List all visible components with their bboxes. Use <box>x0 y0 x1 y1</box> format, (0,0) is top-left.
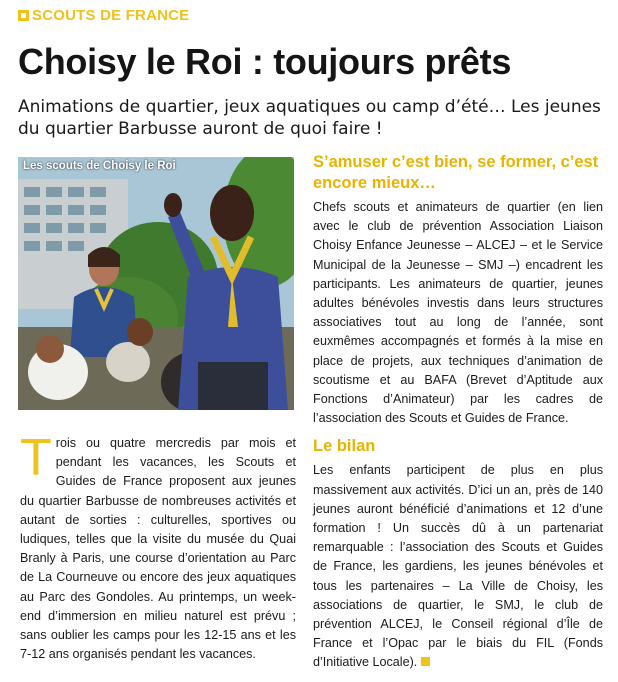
article-intro-column <box>20 429 296 664</box>
intro-paragraph <box>20 429 296 664</box>
photo-illustration <box>18 157 294 410</box>
dropcap: T <box>20 429 52 487</box>
article-lede: Animations de quartier, jeux aquatiques ou camp d’été… Les jeunes du quartier Barbusse auront de quoi faire ! <box>18 97 601 139</box>
section-heading-training: S’amuser c’est bien, se former, c’est encore mieux… <box>313 153 599 192</box>
end-mark-icon <box>421 657 430 666</box>
article-right-column <box>313 152 603 673</box>
section-rubric <box>18 5 189 25</box>
bilan-text: Les enfants participent de plus en plus massivement aux activités. D’ici un an, près de 140 jeunes auront bénéficié d’animations et 12 d’une formation ! Un succès dû à un partenariat remarquable : l’association des Scouts et Guides de France, les gardiens, les jeunes bénévoles et tous les partenaires – La Ville de Choisy, les associations de quartier, le SMJ, le club de prévention ALCEJ, le Conseil régional d’Île de France et l’Opac par le biais du FIL (Fonds d’Initiative Locale). <box>313 463 603 670</box>
rubric-label: SCOUTS DE FRANCE <box>32 6 190 24</box>
article-photo <box>18 157 294 410</box>
photo-caption: Les scouts de Choisy le Roi <box>23 160 176 172</box>
training-paragraph: Chefs scouts et animateurs de quartier (en lien avec le club de prévention Association Liaison Choisy Enfance Jeunesse – ALCEJ – et le Service Municipal de la Jeunesse – SMJ –) encadrent les participants. Les animateurs de quartier, jeunes adultes bénévoles investis dans leurs structures associatives tout au long de l’année, sont euxmêmes accompagnés et formés à la mise en place de projets, aux techniques d’animation de scoutisme et au BAFA (Brevet d’Aptitude aux Fonctions d’Animateur) par les cadres de l’association des Scouts et Guides de France. <box>313 200 603 426</box>
square-bullet-icon <box>18 10 29 21</box>
bilan-paragraph <box>313 461 603 672</box>
section-heading-bilan: Le bilan <box>313 437 376 456</box>
intro-text: rois ou quatre mercredis par mois et pendant les vacances, les Scouts et Guides de France proposent aux jeunes du quartier Barbusse de nombreuses activités et autant de sorties : culturelles, sportives ou ludiques, telles que la visite du musée du Quai Branly à Paris, une course d’orientation au Parc de La Courneuve ou encore des jeux aquatiques au Parc des Gondoles. Au printemps, un week-end d’immersion en milieu naturel est prévu ; sans oublier les camps pour les 12-15 ans et les 7-12 ans organisés pendant les vacances. <box>20 436 296 662</box>
article-headline: Choisy le Roi : toujours prêts <box>18 41 512 82</box>
